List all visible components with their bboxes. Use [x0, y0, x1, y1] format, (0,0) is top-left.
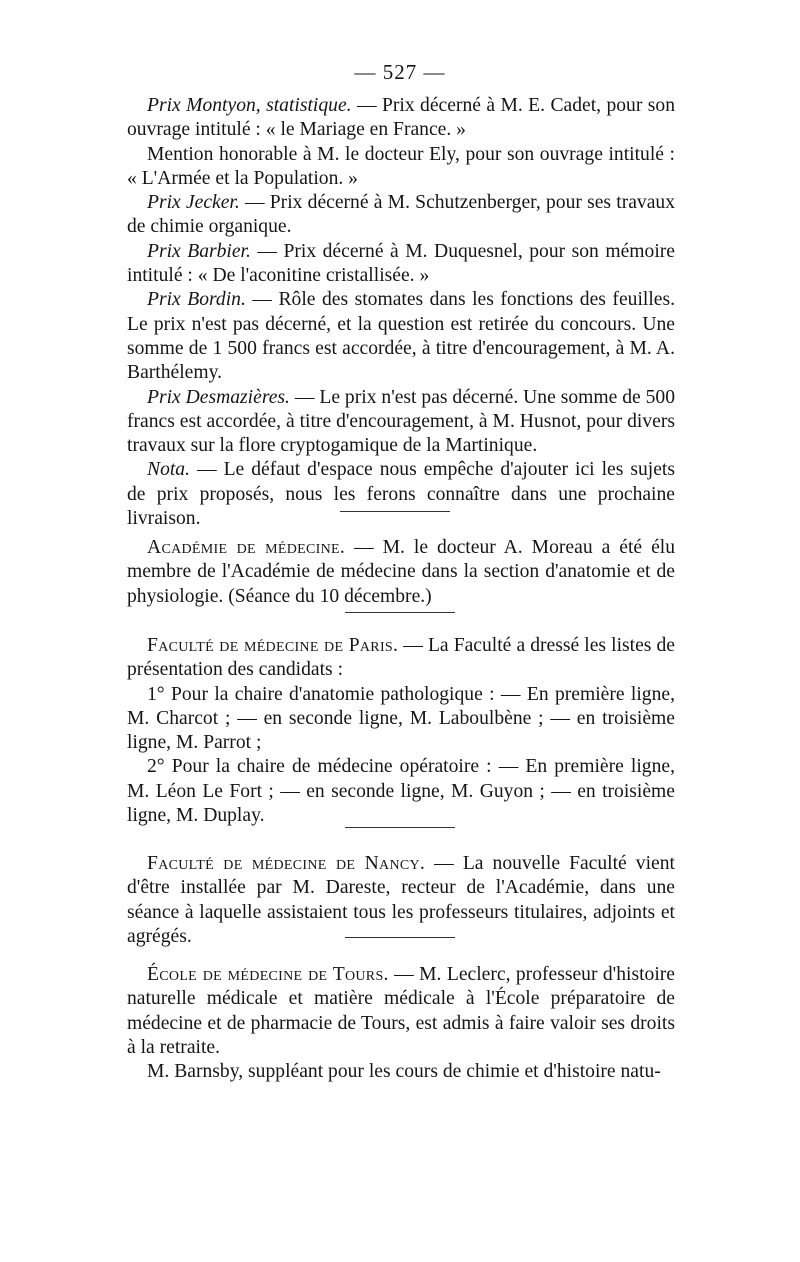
ecole-tours-paragraph: [127, 963, 675, 1060]
section-heading: Académie de médecine.: [147, 537, 346, 558]
section-heading: Faculté de médecine de Paris.: [147, 635, 399, 656]
honorable-mention: Mention honorable à M. le docteur Ely, pour son ouvrage intitulé : « L'Armée et la Population. »: [127, 143, 675, 189]
prize-title: Prix Desmazières.: [147, 386, 290, 408]
section-text: — La nouvelle Faculté vient d'être installée par M. Dareste, recteur de l'Académie, dans une séance à laquelle assistaient tous les professeurs titulaires, adjoints et agrégés.: [127, 853, 675, 947]
divider: [345, 827, 455, 828]
prize-title: Prix Bordin.: [147, 289, 246, 311]
divider: [345, 612, 455, 613]
prizes-section: [127, 94, 675, 531]
nota: [127, 458, 675, 531]
faculte-nancy-paragraph: [127, 852, 675, 949]
list-item-2: 2° Pour la chaire de médecine opératoire : — En première ligne, M. Léon Le Fort ; — en seconde ligne, M. Guyon ; — en troisième ligne, M. Duplay.: [127, 756, 675, 827]
section-text: — M. le docteur A. Moreau a été élu membre de l'Académie de médecine dans la section d'anatomie et de physiologie. (Séance du 10 décembre.): [127, 537, 676, 607]
prize-jecker: [127, 191, 675, 240]
faculte-paris-section: [127, 634, 675, 828]
prize-desmazieres: [127, 386, 675, 459]
faculte-paris-intro: [127, 634, 675, 683]
academie-paragraph: [127, 536, 675, 609]
prize-barbier: [127, 240, 675, 289]
prize-text: — Le prix n'est pas décerné. Une somme de 500 francs est accordée, à titre d'encouragement, à M. Husnot, pour divers travaux sur la flore cryptogamique de la Martinique.: [127, 386, 676, 457]
prize-text: — Prix décerné à M. Schutzenberger, pour ses travaux de chimie organique.: [127, 192, 676, 238]
prize-title: Prix Montyon, statistique.: [147, 95, 352, 116]
academie-section: [127, 536, 675, 609]
prize-text: — Rôle des stomates dans les fonctions des feuilles. Le prix n'est pas décerné, et la question est retirée du concours. Une somme de 1 500 francs est accordée, à titre d'encouragement, à M. A. Barthélemy.: [127, 289, 675, 384]
page-number: — 527 —: [354, 60, 446, 84]
prize-text: — Prix décerné à M. E. Cadet, pour son ouvrage intitulé : « le Mariage en France. »: [127, 95, 675, 141]
section-heading: École de médecine de Tours.: [147, 964, 389, 985]
list-item-1: 1° Pour la chaire d'anatomie pathologique : — En première ligne, M. Charcot ; — en seconde ligne, M. Laboulbène ; — en troisième ligne, M. Parrot ;: [127, 683, 675, 754]
section-heading: Faculté de médecine de Nancy.: [147, 853, 426, 874]
continued-paragraph: M. Barnsby, suppléant pour les cours de chimie et d'histoire natu-: [147, 1061, 661, 1083]
prize-text: — Prix décerné à M. Duquesnel, pour son mémoire intitulé : « De l'aconitine cristallisée. »: [127, 240, 675, 287]
divider: [340, 511, 450, 512]
section-text: — M. Leclerc, professeur d'histoire naturelle médicale et matière médicale à l'École préparatoire de médecine et de pharmacie de Tours, est admis à faire valoir ses droits à la retraite.: [127, 964, 675, 1058]
prize-title: Prix Jecker.: [147, 192, 240, 214]
nota-text: — Le défaut d'espace nous empêche d'ajouter ici les sujets de prix proposés, nous les ferons connaître dans une prochaine livraison.: [127, 459, 675, 530]
faculte-nancy-section: [127, 852, 675, 949]
prize-bordin: [127, 288, 675, 385]
nota-label: Nota.: [147, 459, 191, 481]
prize-montyon: [127, 94, 675, 143]
section-text: — La Faculté a dressé les listes de présentation des candidats :: [127, 635, 675, 681]
prize-title: Prix Barbier.: [147, 240, 251, 262]
ecole-tours-section: [127, 963, 675, 1084]
divider: [345, 937, 455, 938]
